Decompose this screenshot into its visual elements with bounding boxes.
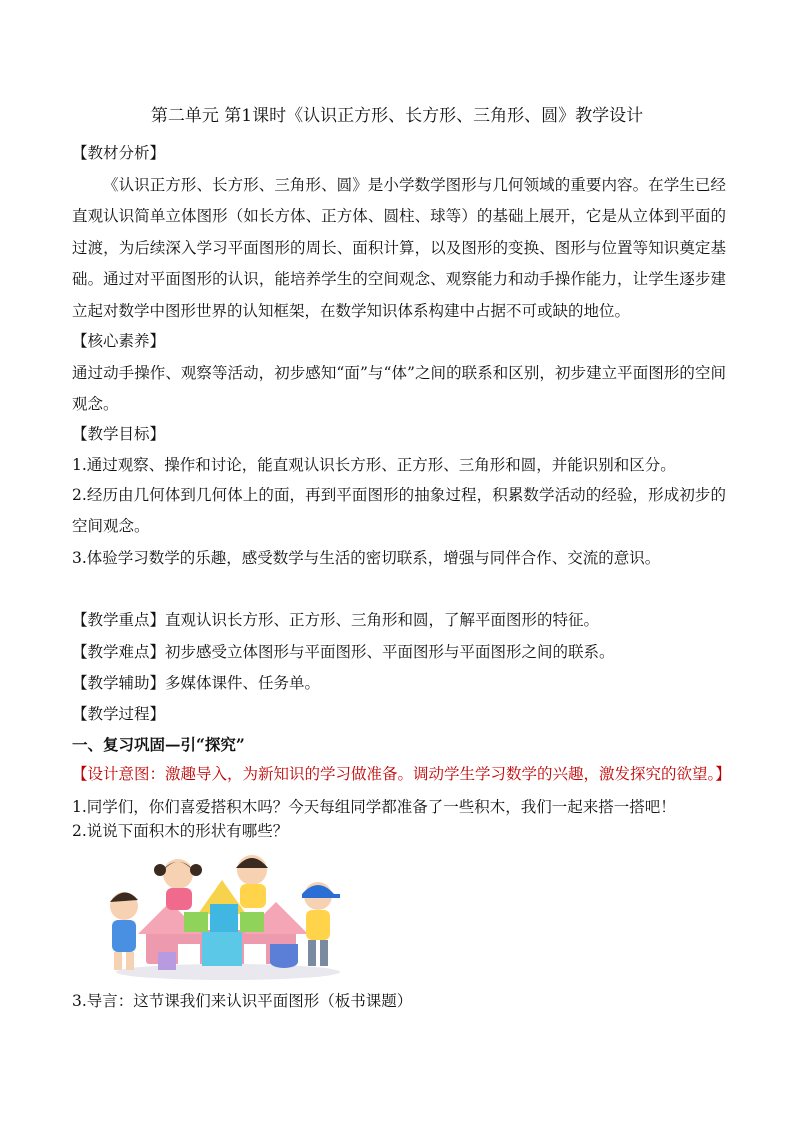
goal-item-1: 1.通过观察、操作和讨论，能直观认识长方形、正方形、三角形和圆，并能识别和区分。 [72,456,676,474]
difficulty-label: 【教学难点】 [72,643,166,661]
children-building-blocks-image [98,844,348,984]
aids-text: 多媒体课件、任务单。 [165,674,321,692]
aids-label: 【教学辅助】 [72,674,166,692]
design-intent-note: 【设计意图：激趣导入，为新知识的学习做准备。调动学生学习数学的兴趣，激发探究的欲望。】 [72,765,731,783]
difficulty-row [72,641,726,663]
analysis-heading: 【教材分析】 [72,144,166,162]
aids-row [72,672,726,694]
difficulty-text: 初步感受立体图形与平面图形、平面图形与平面图形之间的联系。 [165,643,615,661]
goals-heading: 【教学目标】 [72,425,166,443]
goal-item-3: 3.体验学习数学的乐趣，感受数学与生活的密切联系，增强与同伴合作、交流的意识。 [72,549,661,567]
process-heading: 【教学过程】 [72,705,166,723]
step-item-3: 3.导言：这节课我们来认识平面图形（板书课题） [72,992,413,1010]
key-point-text: 直观认识长方形、正方形、三角形和圆，了解平面图形的特征。 [165,611,600,629]
goal-item-2: 2.经历由几何体到几何体上的面，再到平面图形的抽象过程，积累数学活动的经验，形成初步的空间观念。 [72,486,726,536]
literacy-heading: 【核心素养】 [72,332,166,350]
document-title: 第二单元 第1课时《认识正方形、长方形、三角形、圆》教学设计 [150,106,644,126]
step-item-1: 1.同学们，你们喜爱搭积木吗？今天每组同学都准备了一些积木，我们一起来搭一搭吧！ [72,798,676,816]
analysis-paragraph: 《认识正方形、长方形、三角形、圆》是小学数学图形与几何领域的重要内容。在学生已经直观认识简单立体图形（如长方体、正方体、圆柱、球等）的基础上展开，它是从立体到平面的过渡，为后续深入学习平面图形的周长、面积计算，以及图形的变换、图形与位置等知识奠定基础。通过对平面图形的认识，能培养学生的空间观念、观察能力和动手操作能力，让学生逐步建立起对数学中图形世界的认知框架，在数学知识体系构建中占据不可或缺的地位。 [72,176,726,320]
section-1-heading: 一、复习巩固—引“探究” [72,735,245,754]
key-point-label: 【教学重点】 [72,611,166,629]
step-item-2: 2.说说下面积木的形状有哪些？ [72,822,289,840]
key-point-row [72,609,726,631]
literacy-paragraph: 通过动手操作、观察等活动，初步感知“面”与“体”之间的联系和区别，初步建立平面图形的空间观念。 [72,364,726,414]
